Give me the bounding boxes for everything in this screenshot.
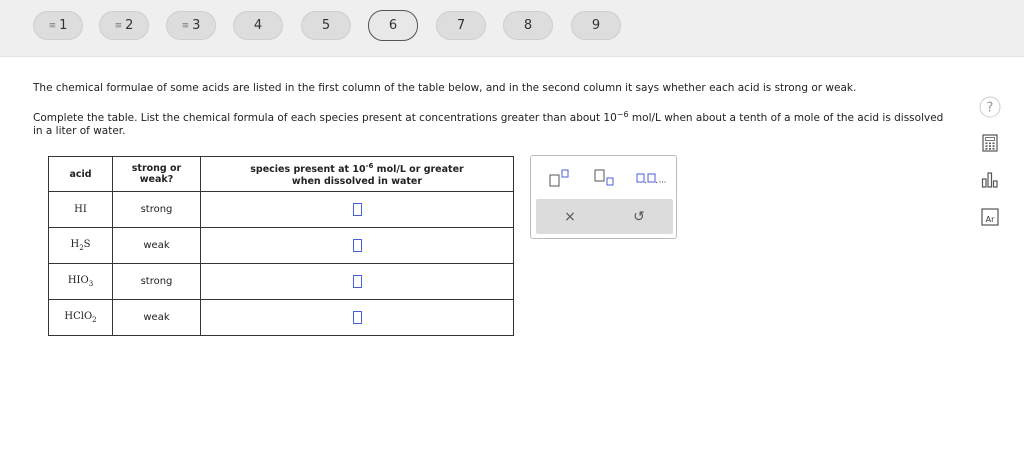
acid-formula: $HIO_3$	[49, 264, 113, 300]
help-icon	[979, 96, 1001, 118]
header-text: when dissolved in water	[291, 175, 423, 187]
subscript-tool-icon[interactable]	[592, 168, 618, 188]
header-acid: acid	[49, 157, 113, 192]
prompt-intro: The chemical formulae of some acids are listed in the first column of the table below, and in the second column it says whether each acid is strong or weak.	[33, 82, 857, 94]
calculator-button[interactable]	[978, 132, 1002, 154]
svg-text:?: ?	[986, 100, 994, 116]
question-4-button[interactable]	[233, 11, 283, 40]
acid-strength: weak	[113, 228, 201, 264]
question-number: 1	[59, 18, 68, 33]
calculator-icon	[982, 134, 998, 152]
prompt-text: Complete the table. List the chemical formula of each species present at concentrations greater than about 10	[33, 112, 617, 124]
undo-button[interactable]	[629, 207, 649, 227]
header-text: mol/L or greater	[373, 164, 464, 176]
answer-input-box[interactable]	[353, 275, 362, 288]
prompt-instruction	[33, 108, 953, 138]
species-answer-cell[interactable]	[201, 264, 514, 300]
list-tool-icon[interactable]	[634, 168, 670, 188]
question-number: 9	[591, 18, 601, 33]
question-nav-bar	[0, 0, 1024, 57]
answered-lines-icon: ≡	[48, 20, 57, 31]
question-9-button[interactable]	[571, 11, 621, 40]
periodic-table-icon	[981, 208, 999, 226]
periodic-table-button[interactable]	[978, 206, 1002, 228]
table-row	[49, 192, 514, 228]
header-text: weak?	[139, 174, 174, 185]
question-number: 6	[388, 18, 398, 33]
answer-input-box[interactable]	[353, 311, 362, 324]
prompt-exponent: −6	[616, 110, 629, 119]
question-8-button[interactable]	[503, 11, 553, 40]
answered-lines-icon: ≡	[181, 20, 190, 31]
palette-action-bar	[536, 199, 673, 234]
undo-icon: ↺	[633, 209, 645, 225]
header-text: strong or	[131, 163, 182, 174]
acid-table	[48, 156, 514, 336]
question-7-button[interactable]	[436, 11, 486, 40]
species-answer-cell[interactable]	[201, 300, 514, 336]
question-2-button[interactable]	[99, 11, 149, 40]
clear-button[interactable]	[560, 207, 580, 227]
question-number: 2	[125, 18, 134, 33]
close-icon: ×	[564, 209, 576, 225]
acid-strength: strong	[113, 192, 201, 228]
question-5-button[interactable]	[301, 11, 351, 40]
acid-formula: $H_2S$	[49, 228, 113, 264]
answer-input-box[interactable]	[353, 239, 362, 252]
table-row	[49, 228, 514, 264]
svg-text:Ar: Ar	[985, 215, 995, 224]
question-content	[0, 58, 1024, 467]
prompt-text: mol/L when about a tenth of a mole of the acid is dissolved in a liter of water.	[33, 112, 944, 137]
header-strength	[113, 157, 201, 192]
data-chart-icon	[981, 171, 999, 189]
header-species	[201, 157, 514, 192]
table-header-row	[49, 157, 514, 192]
question-number: 4	[253, 18, 263, 33]
acid-formula: HI	[49, 192, 113, 228]
acid-strength: strong	[113, 264, 201, 300]
question-number: 3	[192, 18, 201, 33]
header-text: species present at 10	[250, 164, 366, 176]
question-6-button[interactable]	[368, 10, 418, 41]
question-number: 7	[456, 18, 466, 33]
table-row	[49, 300, 514, 336]
header-exponent: -6	[365, 162, 374, 171]
superscript-tool-icon[interactable]	[547, 168, 573, 188]
question-number: 5	[321, 18, 331, 33]
question-3-button[interactable]	[166, 11, 216, 40]
acid-strength: weak	[113, 300, 201, 336]
species-answer-cell[interactable]	[201, 228, 514, 264]
table-row	[49, 264, 514, 300]
species-answer-cell[interactable]	[201, 192, 514, 228]
question-number: 8	[523, 18, 533, 33]
answer-input-box[interactable]	[353, 203, 362, 216]
data-chart-button[interactable]	[978, 169, 1002, 191]
help-button[interactable]	[978, 96, 1002, 118]
acid-formula: HClO$_2$	[49, 300, 113, 336]
answer-palette	[530, 155, 677, 239]
question-1-button[interactable]	[33, 11, 83, 40]
answered-lines-icon: ≡	[114, 20, 123, 31]
